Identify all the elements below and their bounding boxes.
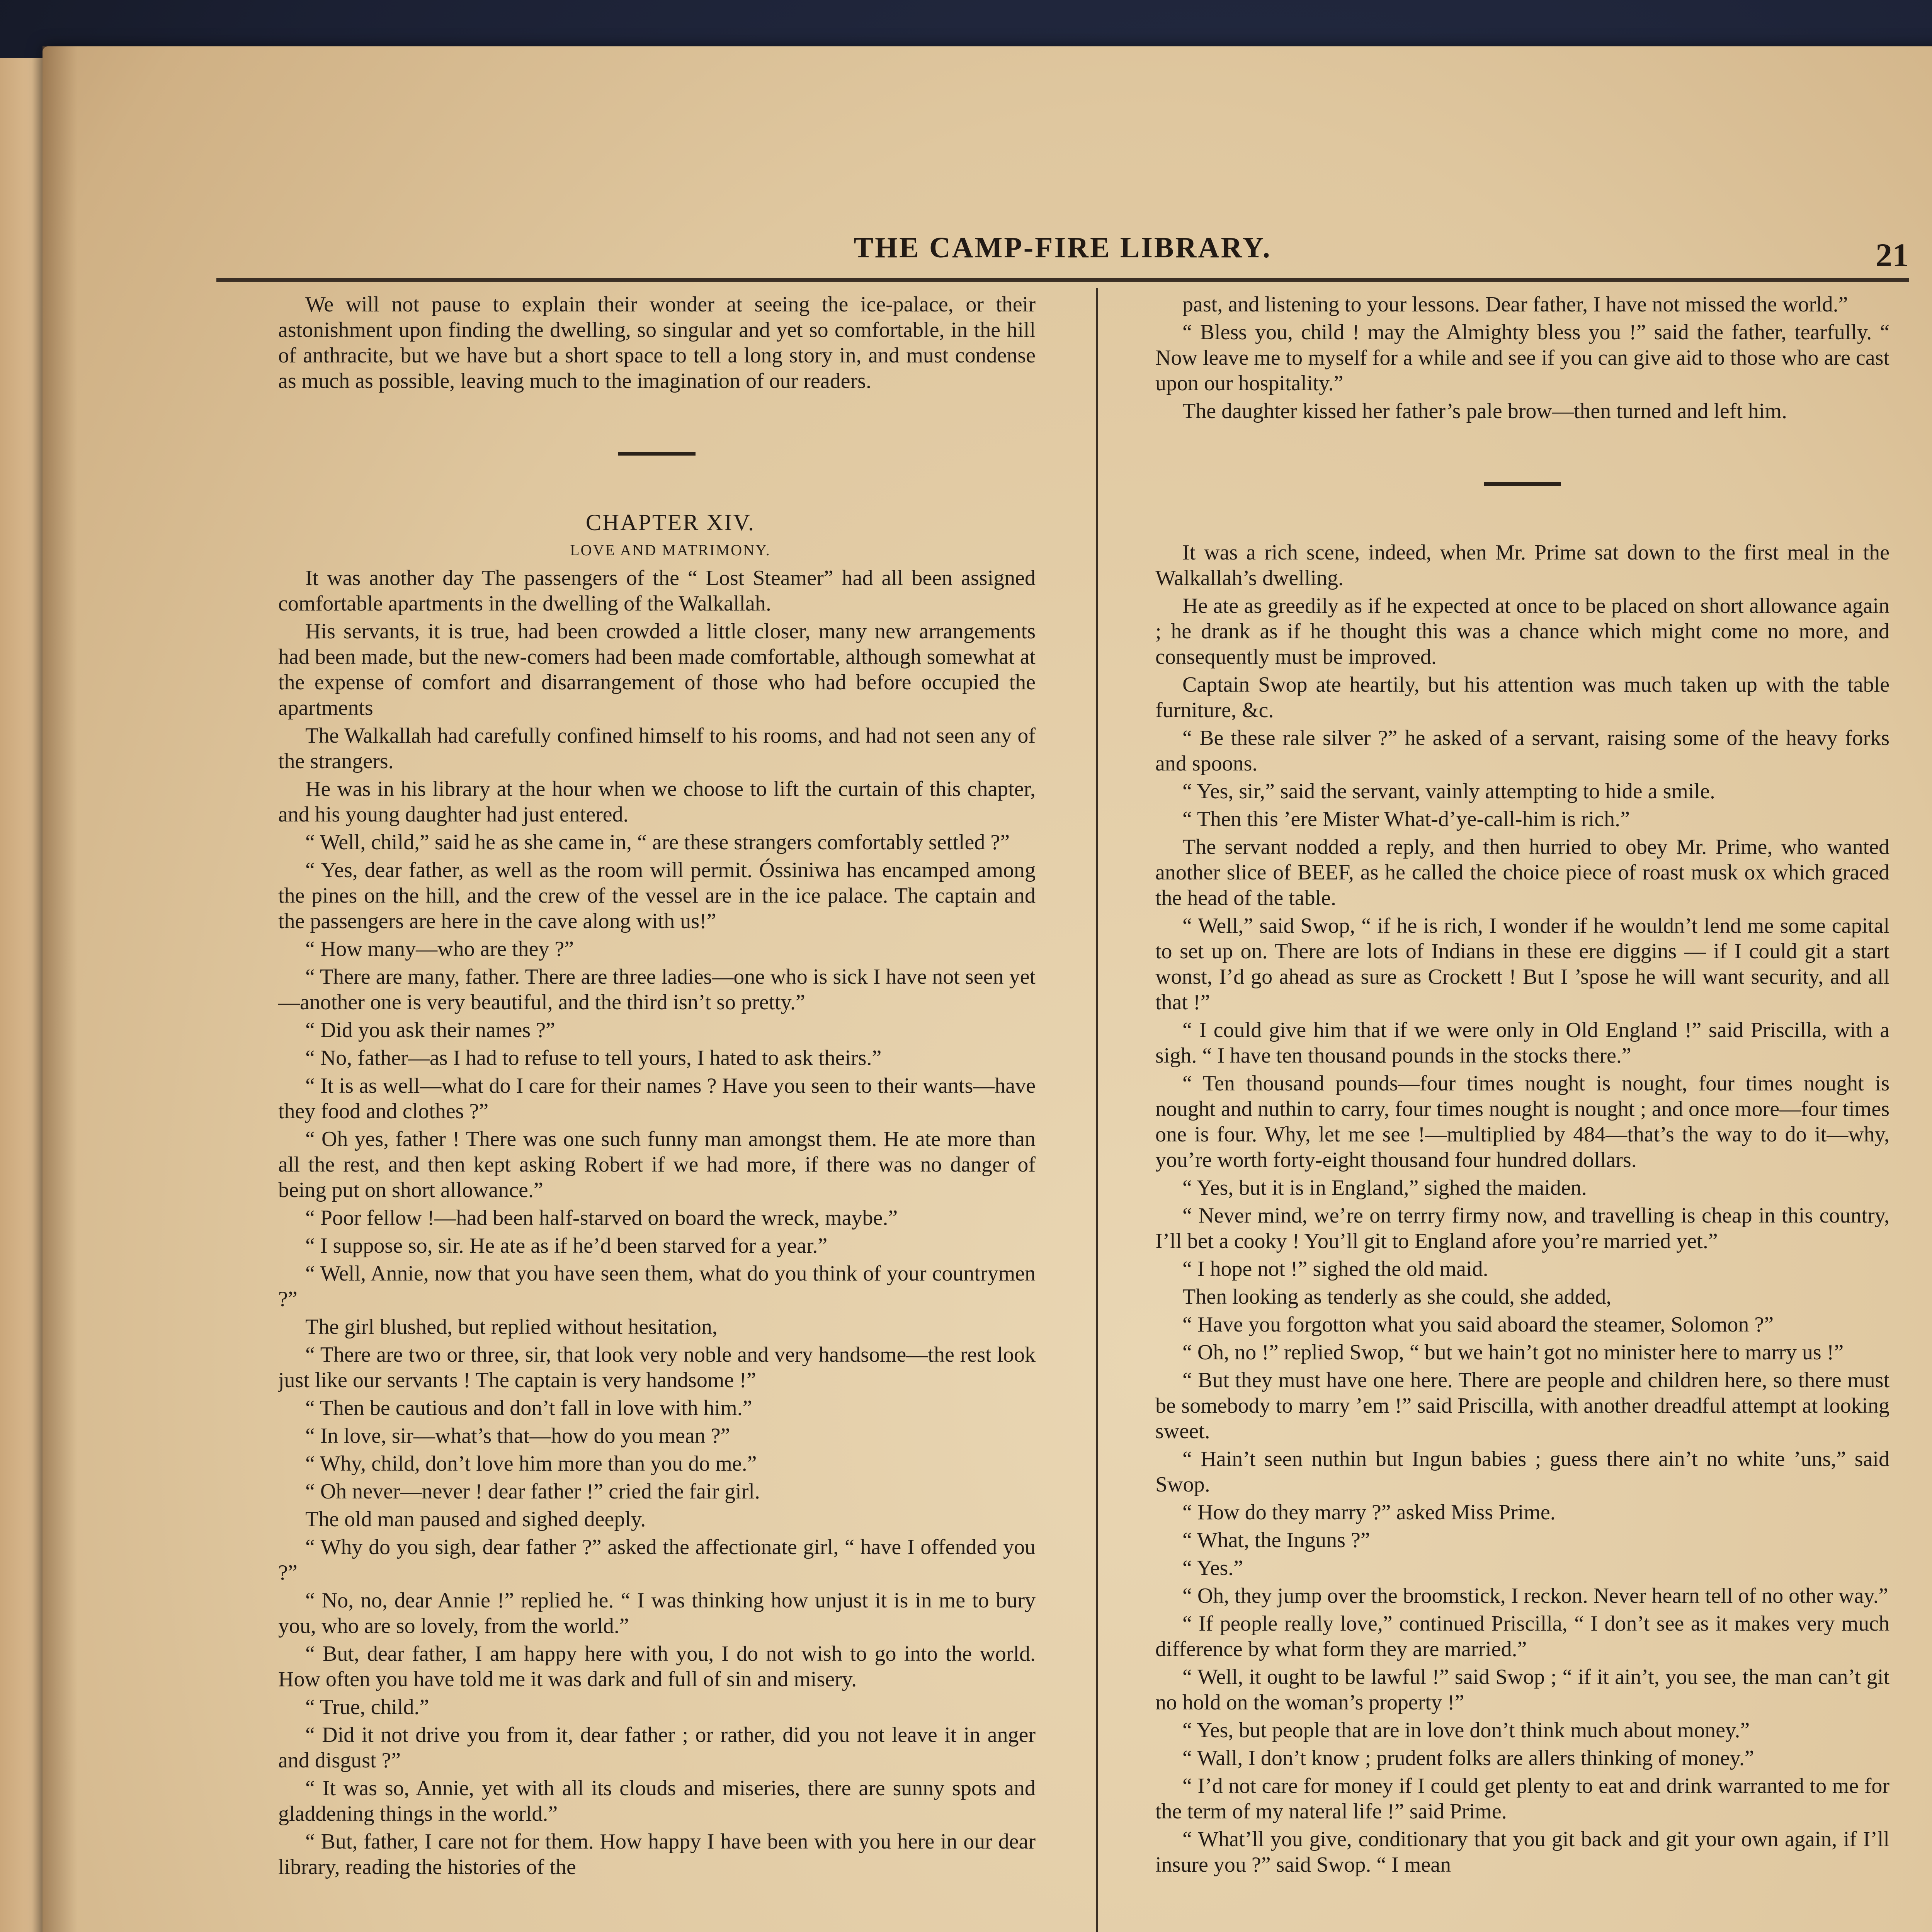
body-paragraph: “ Then be cautious and don’t fall in love with him.” <box>305 1396 752 1420</box>
body-paragraph: “ Why, child, don’t love him more than you do me.” <box>305 1452 757 1476</box>
left-column-body <box>278 565 1036 1880</box>
body-paragraph: The servant nodded a reply, and then hurried to obey Mr. Prime, who wanted another slice of BEEF, as he called the choice piece of roast musk ox which graced the head of the table. <box>1155 835 1889 910</box>
body-paragraph: “ Well,” said Swop, “ if he is rich, I wonder if he wouldn’t lend me some capital to set up on. There are lots of Indians in these ere diggins — if I could git a start wonst, I’d go ahead as sure as Crockett ! But I ’spose he will want security, and all that !” <box>1155 914 1889 1014</box>
body-paragraph: “ Oh yes, father ! There was one such funny man amongst them. He ate more than all the rest, and then kept asking Robert if we had more, if there was no danger of being put on short allowance.” <box>278 1127 1036 1202</box>
chapter-title: CHAPTER XIV. <box>585 510 755 535</box>
body-paragraph: The Walkallah had carefully confined himself to his rooms, and had not seen any of the strangers. <box>278 724 1036 773</box>
body-paragraph: “ I suppose so, sir. He ate as if he’d been starved for a year.” <box>305 1234 828 1258</box>
section-divider <box>618 452 696 456</box>
body-paragraph: “ But, father, I care not for them. How happy I have been with you here in our dear library, reading the histories of the <box>278 1830 1036 1879</box>
body-paragraph: “ If people really love,” continued Priscilla, “ I don’t see as it makes very much difference by what form they are married.” <box>1155 1612 1889 1661</box>
body-paragraph: The daughter kissed her father’s pale brow—then turned and left him. <box>1182 399 1787 423</box>
body-paragraph: “ Well, child,” said he as she came in, “ are these strangers comfortably settled ?” <box>305 830 1010 854</box>
column-divider <box>1096 288 1098 1932</box>
body-paragraph: The girl blushed, but replied without hesitation, <box>305 1315 718 1339</box>
body-paragraph: past, and listening to your lessons. Dear father, I have not missed the world.” <box>1182 293 1848 316</box>
body-paragraph: “ What’ll you give, conditionary that you git back and git your own again, if I’ll insure you ?” said Swop. “ I mean <box>1155 1827 1889 1877</box>
chapter-subtitle: LOVE AND MATRIMONY. <box>570 541 771 559</box>
body-paragraph: “ How do they marry ?” asked Miss Prime. <box>1182 1500 1556 1524</box>
body-paragraph: “ I could give him that if we were only in Old England !” said Priscilla, with a sigh. “ I have ten thousand pounds in the stocks there.” <box>1155 1018 1889 1068</box>
body-paragraph: “ Never mind, we’re on terrry firmy now, and travelling is cheap in this country, I’ll bet a cooky ! You’ll git to England afore you’re married yet.” <box>1155 1204 1889 1253</box>
body-paragraph: Captain Swop ate heartily, but his attention was much taken up with the table furniture, &c. <box>1155 673 1889 722</box>
body-paragraph: It was another day The passengers of the “ Lost Steamer” had all been assigned comfortable apartments in the dwelling of the Walkallah. <box>278 566 1036 616</box>
right-column-body <box>1155 540 1889 1878</box>
body-paragraph: Then looking as tenderly as she could, she added, <box>1182 1285 1612 1309</box>
body-paragraph: “ Did you ask their names ?” <box>305 1018 555 1042</box>
body-paragraph: “ In love, sir—what’s that—how do you mean ?” <box>305 1424 730 1448</box>
body-paragraph: “ Hain’t seen nuthin but Ingun babies ; guess there ain’t no white ’uns,” said Swop. <box>1155 1447 1889 1497</box>
body-paragraph: “ What, the Inguns ?” <box>1182 1528 1370 1552</box>
section-divider <box>1484 482 1561 486</box>
body-paragraph: “ Oh, they jump over the broomstick, I reckon. Never hearn tell of no other way.” <box>1182 1584 1888 1608</box>
body-paragraph: “ How many—who are they ?” <box>305 937 574 961</box>
body-paragraph: “ Ten thousand pounds—four times nought is nought, four times nought is nought and nuthin to carry, four times nought is nought ; and once more—four times one is four. Why, let me see !—multiplied by 484—that’s the way to do it—why, you’re worth forty-eight thousand four hundred dollars. <box>1155 1071 1889 1172</box>
page-gutter-shadow <box>43 46 77 1932</box>
body-paragraph: The old man paused and sighed deeply. <box>305 1507 646 1531</box>
body-paragraph: It was a rich scene, indeed, when Mr. Prime sat down to the first meal in the Walkallah’s dwelling. <box>1155 541 1889 590</box>
body-paragraph: “ There are many, father. There are three ladies—one who is sick I have not seen yet—another one is very beautiful, and the third isn’t so pretty.” <box>278 965 1036 1014</box>
page-header <box>216 224 1909 282</box>
body-paragraph: “ No, father—as I had to refuse to tell yours, I hated to ask theirs.” <box>305 1046 882 1070</box>
body-paragraph: “ Bless you, child ! may the Almighty bless you !” said the father, tearfully. “ Now leave me to myself for a while and see if you can give aid to those who are cast upon our hospitality.” <box>1155 320 1889 395</box>
body-paragraph: “ Yes, but people that are in love don’t think much about money.” <box>1182 1718 1750 1742</box>
body-paragraph: He ate as greedily as if he expected at once to be placed on short allowance again ; he drank as if he thought this was a chance which might come no more, and consequently must be improved. <box>1155 594 1889 669</box>
body-paragraph: “ Yes, but it is in England,” sighed the maiden. <box>1182 1176 1587 1200</box>
body-paragraph: “ Why do you sigh, dear father ?” asked the affectionate girl, “ have I offended you ?” <box>278 1535 1036 1585</box>
left-column <box>278 292 1036 1932</box>
body-paragraph: His servants, it is true, had been crowded a little closer, many new arrangements had been made, but the new-comers had been made comfortable, although somewhat at the expense of comfort and disarrangement of those who had before occupied the apartments <box>278 619 1036 720</box>
body-paragraph: He was in his library at the hour when we choose to lift the curtain of this chapter, and his young daughter had just entered. <box>278 777 1036 827</box>
body-paragraph: “ Well, Annie, now that you have seen them, what do you think of your countrymen ?” <box>278 1262 1036 1311</box>
body-paragraph: “ There are two or three, sir, that look very noble and very handsome—the rest look just like our servants ! The captain is very handsome !” <box>278 1343 1036 1392</box>
body-paragraph: “ But, dear father, I am happy here with you, I do not wish to go into the world. How often you have told me it was dark and full of sin and misery. <box>278 1642 1036 1691</box>
page-number: 21 <box>1876 236 1909 274</box>
body-paragraph: “ No, no, dear Annie !” replied he. “ I was thinking how unjust it is in me to bury you, who are so lovely, from the world.” <box>278 1588 1036 1638</box>
body-paragraph: “ I’d not care for money if I could get plenty to eat and drink warranted to me for the term of my nateral life !” said Prime. <box>1155 1774 1889 1823</box>
body-paragraph: “ I hope not !” sighed the old maid. <box>1182 1257 1488 1281</box>
body-paragraph: “ Have you forgotton what you said aboard the steamer, Solomon ?” <box>1182 1313 1774 1337</box>
body-paragraph: “ True, child.” <box>305 1695 429 1719</box>
body-paragraph: “ Yes.” <box>1182 1556 1243 1580</box>
body-paragraph: “ Yes, dear father, as well as the room will permit. Óssiniwa has encamped among the pines on the hill, and the crew of the vessel are in the ice palace. The captain and the passengers are here in the cave along with us!” <box>278 858 1036 933</box>
body-paragraph: “ Then this ’ere Mister What-d’ye-call-him is rich.” <box>1182 807 1630 831</box>
body-paragraph: “ Oh never—never ! dear father !” cried the fair girl. <box>305 1480 760 1503</box>
body-paragraph: “ It was so, Annie, yet with all its clouds and miseries, there are sunny spots and gladdening things in the world.” <box>278 1776 1036 1826</box>
body-paragraph: “ Oh, no !” replied Swop, “ but we hain’t got no minister here to marry us !” <box>1182 1340 1844 1364</box>
body-paragraph: “ It is as well—what do I care for their names ? Have you seen to their wants—have they food and clothes ?” <box>278 1074 1036 1123</box>
running-title: THE CAMP-FIRE LIBRARY. <box>854 231 1272 264</box>
body-paragraph: “ Well, it ought to be lawful !” said Swop ; “ if it ain’t, you see, the man can’t git no hold on the woman’s property !” <box>1155 1665 1889 1714</box>
body-paragraph: “ Yes, sir,” said the servant, vainly attempting to hide a smile. <box>1182 779 1715 803</box>
body-paragraph: “ Poor fellow !—had been half-starved on board the wreck, maybe.” <box>305 1206 898 1230</box>
right-column-top-body <box>1155 292 1889 424</box>
body-paragraph: “ Wall, I don’t know ; prudent folks are allers thinking of money.” <box>1182 1746 1754 1770</box>
body-paragraph: “ Be these rale silver ?” he asked of a servant, raising some of the heavy forks and spoons. <box>1155 726 1889 776</box>
intro-paragraph: We will not pause to explain their wonder at seeing the ice-palace, or their astonishment upon finding the dwelling, so singular and yet so comfortable, in the hill of anthracite, but we have but a short space to tell a long story in, and must condense as much as possible, leaving much to the imagination of our readers. <box>278 293 1036 393</box>
body-paragraph: “ But they must have one here. There are people and children here, so there must be somebody to marry ’em !” said Priscilla, with another dreadful attempt at looking sweet. <box>1155 1368 1889 1443</box>
right-column <box>1155 292 1889 1932</box>
body-paragraph: “ Did it not drive you from it, dear father ; or rather, did you not leave it in anger and disgust ?” <box>278 1723 1036 1772</box>
